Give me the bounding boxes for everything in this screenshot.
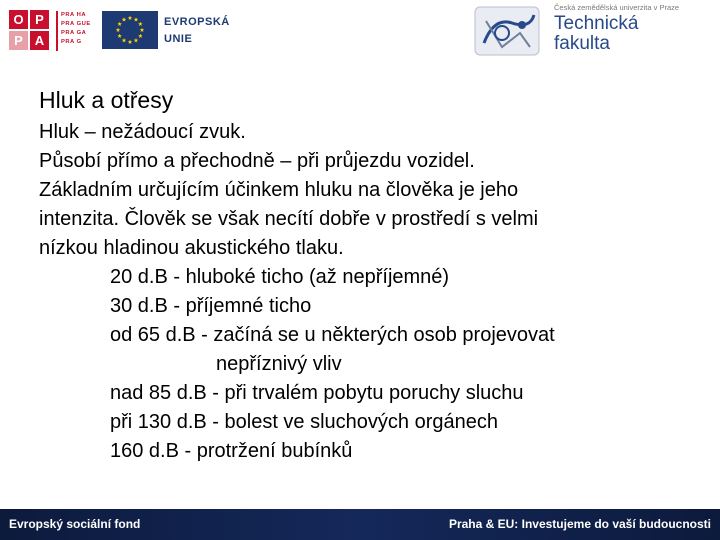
paragraph-line: Působí přímo a přechodně – při průjezdu vozidel. <box>39 150 475 172</box>
paragraph-line: intenzita. Člověk se však necítí dobře v prostředí s velmi <box>39 208 539 230</box>
eu-flag-icon <box>102 11 158 49</box>
faculty-name-line: Technická <box>554 13 639 34</box>
praha-line: PRA HA <box>61 12 87 18</box>
footer-bar <box>0 509 720 540</box>
university-name: Česká zemědělská univerzita v Praze <box>554 3 680 12</box>
faculty-emblem-icon <box>472 3 544 59</box>
praha-line: PRA GA <box>61 30 87 36</box>
paragraph-line: Základním určujícím účinkem hluku na člověka je jeho <box>39 179 519 201</box>
noise-level-item: nad 85 d.B - při trvalém pobytu poruchy sluchu <box>110 382 524 404</box>
header <box>0 0 720 62</box>
praha-logo <box>56 11 102 51</box>
paragraph-line: Hluk – nežádoucí zvuk. <box>39 121 246 143</box>
noise-level-item: nepříznivý vliv <box>216 353 342 375</box>
noise-level-item: 160 d.B - protržení bubínků <box>110 440 353 462</box>
footer-right-text: Praha & EU: Investujeme do vaší budoucnosti <box>448 517 711 531</box>
opp-logo <box>9 10 49 50</box>
praha-line: PRA GUE <box>61 21 91 27</box>
footer-left-text: Evropský sociální fond <box>9 517 141 531</box>
noise-level-item: 30 d.B - příjemné ticho <box>110 295 312 317</box>
noise-level-item: 20 d.B - hluboké ticho (až nepříjemné) <box>110 266 450 288</box>
noise-level-item: od 65 d.B - začíná se u některých osob projevovat <box>110 324 555 346</box>
slide-title: Hluk a otřesy <box>39 87 174 113</box>
eu-text-line: UNIE <box>164 33 193 45</box>
opp-letter: P <box>9 31 28 50</box>
faculty-name-line: fakulta <box>554 33 610 54</box>
faculty-name <box>554 14 639 54</box>
praha-line: PRA G <box>61 39 82 45</box>
opp-letter: A <box>30 31 49 50</box>
paragraph-line: nízkou hladinou akustického tlaku. <box>39 237 344 259</box>
noise-level-item: při 130 d.B - bolest ve sluchových orgánech <box>110 411 498 433</box>
eu-text-line: EVROPSKÁ <box>164 16 230 28</box>
opp-letter: P <box>30 10 49 29</box>
opp-letter: O <box>9 10 28 29</box>
eu-logo-text <box>164 14 230 48</box>
